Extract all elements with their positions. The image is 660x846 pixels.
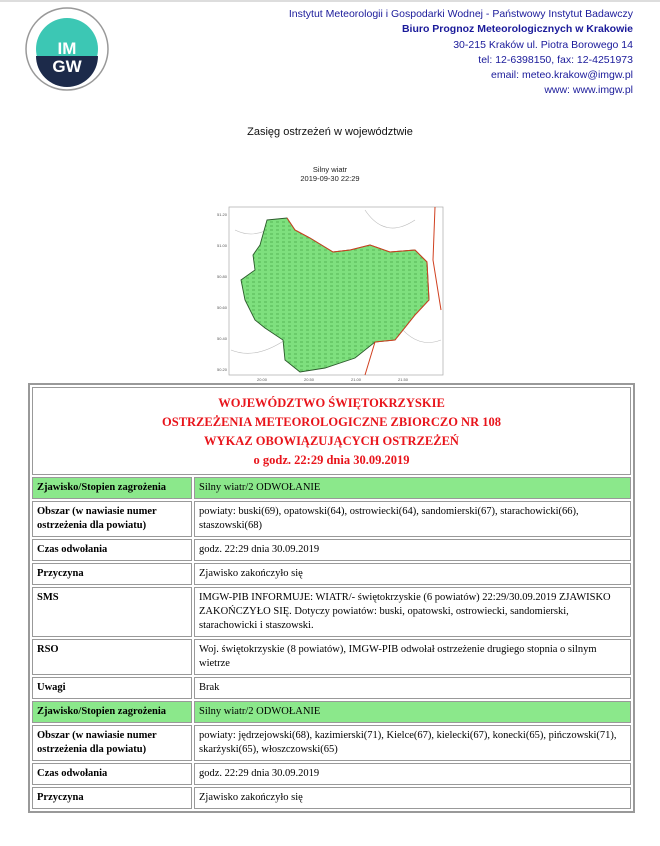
institute-name: Instytut Meteorologii i Gospodarki Wodnej - Państwowy Instytut Badawczy — [288, 8, 633, 20]
report-title-line: WOJEWÓDZTWO ŚWIĘTOKRZYSKIE — [218, 396, 445, 410]
row-value: Zjawisko zakończyło się — [194, 563, 631, 585]
map-datetime: 2019-09-30 22:29 — [300, 174, 360, 183]
imgw-logo — [24, 6, 110, 92]
x-tick-label: 21.00 — [351, 377, 362, 382]
warning-map — [215, 200, 445, 390]
row-label: Uwagi — [32, 677, 192, 699]
row-value: godz. 22:29 dnia 30.09.2019 — [194, 539, 631, 561]
row-label: RSO — [32, 639, 192, 675]
row-label: Zjawisko/Stopien zagrożenia — [32, 477, 192, 499]
page-edge — [0, 0, 660, 2]
y-tick-label: 50.40 — [217, 336, 228, 341]
warnings-table — [28, 383, 635, 813]
report-title-line: OSTRZEŻENIA METEOROLOGICZNE ZBIORCZO NR 108 — [162, 415, 501, 429]
table-row — [32, 701, 631, 723]
row-label: Obszar (w nawiasie numer ostrzeżenia dla powiatu) — [32, 725, 192, 761]
table-row — [32, 677, 631, 699]
website[interactable]: www: www.imgw.pl — [544, 84, 633, 97]
row-value: Woj. świętokrzyskie (8 powiatów), IMGW-PIB odwołał ostrzeżenie drugiego stopnia o silnym wietrze — [194, 639, 631, 675]
table-row — [32, 587, 631, 637]
row-value: Brak — [194, 677, 631, 699]
map-title: Zasięg ostrzeżeń w województwie — [247, 126, 413, 138]
report-title — [32, 387, 631, 475]
row-value: IMGW-PIB INFORMUJE: WIATR/- świętokrzyskie (6 powiatów) 22:29/30.09.2019 ZJAWISKO ZAKOŃCZYŁO SIĘ. Dotyczy powiatów: buski, opatowski, ostrowiecki, sandomierski, starachowicki i staszowski. — [194, 587, 631, 637]
x-tick-label: 20.00 — [257, 377, 268, 382]
map-subtitle — [0, 165, 660, 183]
row-value: powiaty: jędrzejowski(68), kazimierski(71), Kielce(67), kielecki(67), konecki(65), pińczowski(71), skarżyski(65), włoszczowski(65) — [194, 725, 631, 761]
map-phenomenon: Silny wiatr — [312, 165, 348, 174]
phone: tel: 12-6398150, fax: 12-4251973 — [478, 53, 633, 66]
table-row — [32, 639, 631, 675]
table-row — [32, 539, 631, 561]
table-row — [32, 787, 631, 809]
row-value: Silny wiatr/2 ODWOŁANIE — [194, 477, 631, 499]
row-label: Przyczyna — [32, 563, 192, 585]
report-title-line: WYKAZ OBOWIĄZUJĄCYCH OSTRZEŻEŃ — [204, 434, 459, 448]
y-tick-label: 50.80 — [217, 274, 228, 279]
table-row — [32, 563, 631, 585]
svg-text:GW: GW — [52, 57, 82, 76]
email[interactable]: email: meteo.krakow@imgw.pl — [491, 69, 633, 82]
institution-header — [289, 7, 633, 99]
x-tick-label: 21.50 — [398, 377, 409, 382]
row-value: Silny wiatr/2 ODWOŁANIE — [194, 701, 631, 723]
table-row — [32, 763, 631, 785]
row-value: Zjawisko zakończyło się — [194, 787, 631, 809]
x-tick-label: 20.50 — [304, 377, 315, 382]
row-label: Przyczyna — [32, 787, 192, 809]
row-value: godz. 22:29 dnia 30.09.2019 — [194, 763, 631, 785]
y-tick-label: 51.20 — [217, 212, 228, 217]
y-tick-label: 51.00 — [217, 243, 228, 248]
table-row — [32, 501, 631, 537]
row-label: SMS — [32, 587, 192, 637]
office-name: Biuro Prognoz Meteorologicznych w Krakowie — [401, 23, 633, 36]
row-label: Zjawisko/Stopien zagrożenia — [32, 701, 192, 723]
row-value: powiaty: buski(69), opatowski(64), ostrowiecki(64), sandomierski(67), starachowicki(66), staszowski(68) — [194, 501, 631, 537]
y-tick-label: 50.60 — [217, 305, 228, 310]
row-label: Czas odwołania — [32, 763, 192, 785]
y-tick-label: 50.20 — [217, 367, 228, 372]
report-title-line: o godz. 22:29 dnia 30.09.2019 — [253, 453, 410, 467]
address: 30-215 Kraków ul. Piotra Borowego 14 — [453, 38, 633, 51]
table-row — [32, 477, 631, 499]
row-label: Czas odwołania — [32, 539, 192, 561]
row-label: Obszar (w nawiasie numer ostrzeżenia dla powiatu) — [32, 501, 192, 537]
table-row — [32, 725, 631, 761]
svg-text:IM: IM — [57, 39, 77, 58]
